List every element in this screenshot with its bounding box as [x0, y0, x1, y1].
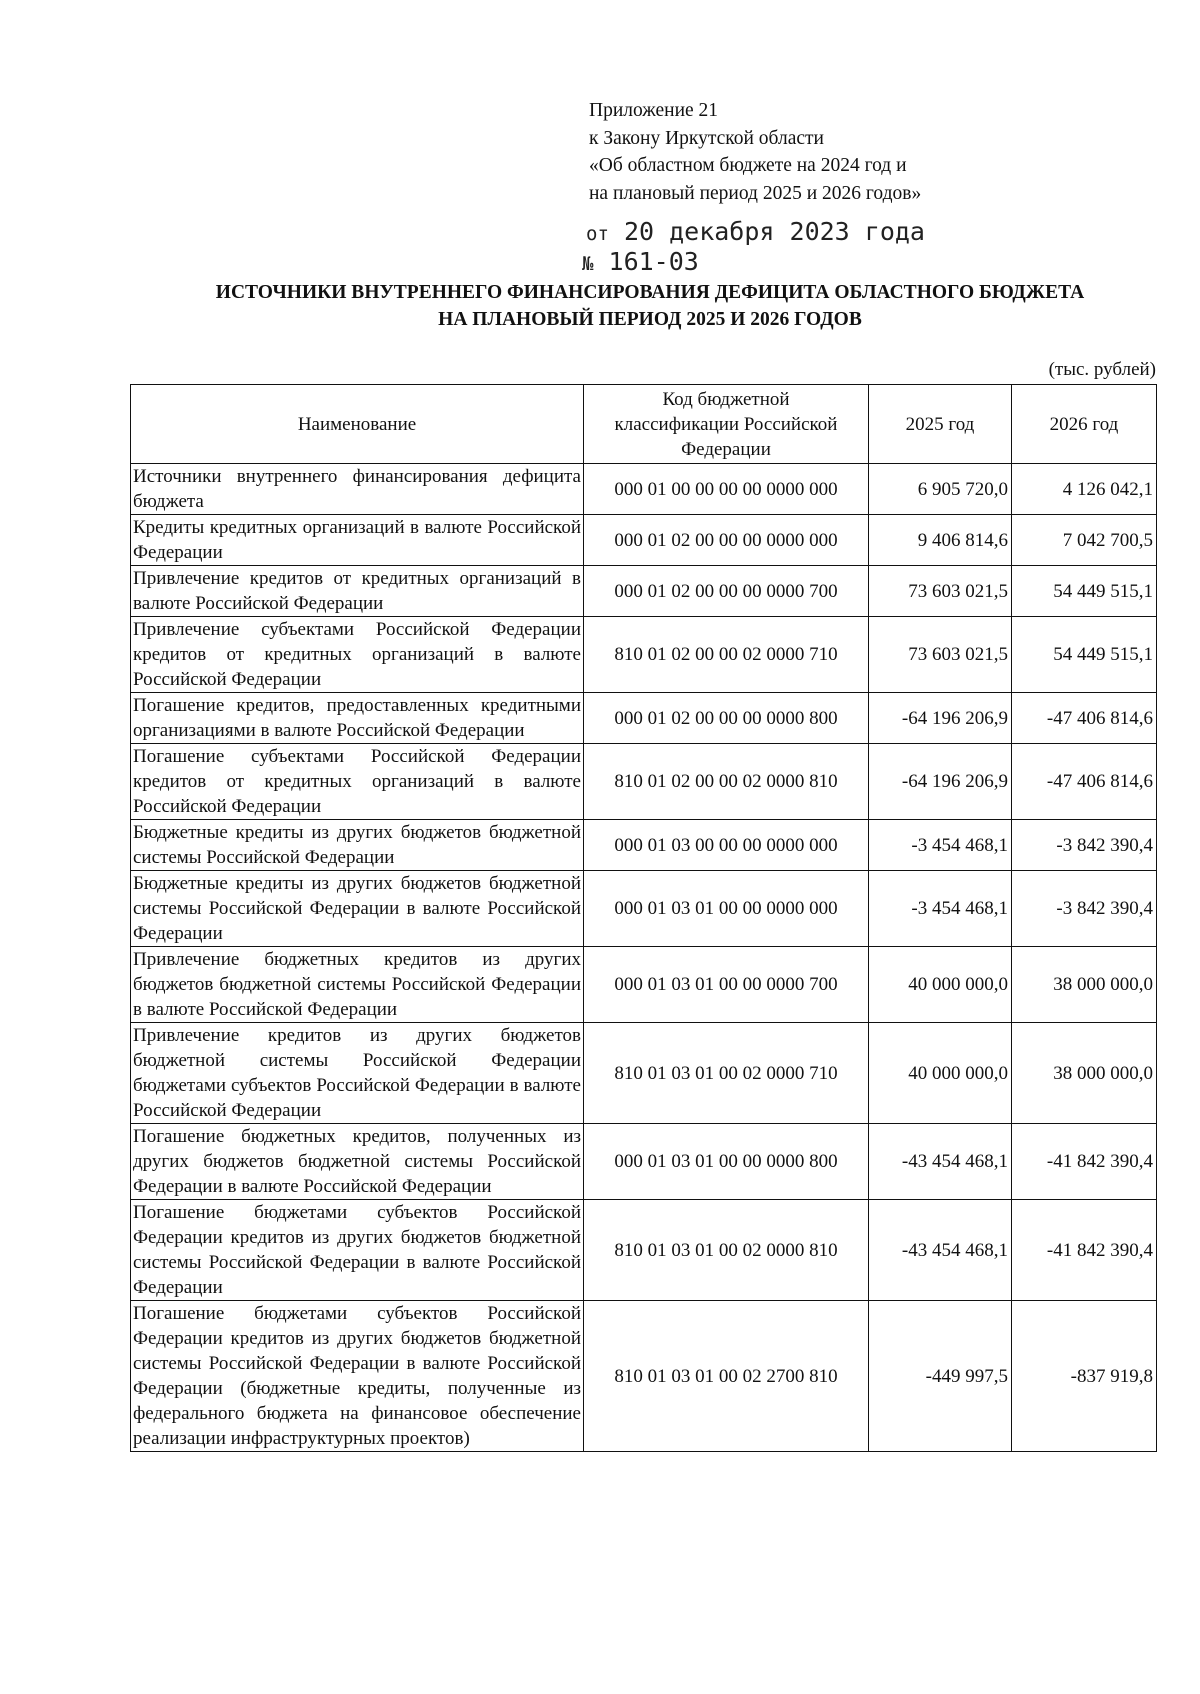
row-2026-cell: -47 406 814,6 [1012, 693, 1157, 744]
table-row [131, 1124, 1157, 1200]
table-header-row [131, 385, 1157, 464]
stamp-date: 20 декабря 2023 года [623, 217, 925, 246]
table-row [131, 1301, 1157, 1452]
row-2026-cell: 54 449 515,1 [1012, 617, 1157, 693]
title-line-2: НА ПЛАНОВЫЙ ПЕРИОД 2025 И 2026 ГОДОВ [438, 309, 862, 330]
row-name-cell: Погашение бюджетных кредитов, полученных из других бюджетов бюджетной системы Российской Федерации в валюте Российской Федерации [131, 1124, 584, 1200]
row-2026-cell: -3 842 390,4 [1012, 820, 1157, 871]
appendix-line-4: на плановый период 2025 и 2026 годов» [589, 182, 922, 204]
table-row [131, 1023, 1157, 1124]
stamp-date-prefix: от [586, 223, 609, 245]
stamp-number-line [582, 248, 925, 278]
header-code: Код бюджетной классификации Российской Федерации [584, 385, 869, 464]
law-stamp [582, 217, 925, 278]
row-code-cell: 000 01 03 01 00 00 0000 800 [584, 1124, 869, 1200]
units-label: (тыс. рублей) [1048, 359, 1156, 380]
row-code-cell: 000 01 03 01 00 00 0000 000 [584, 871, 869, 947]
row-2025-cell: 73 603 021,5 [869, 566, 1012, 617]
row-2026-cell: -837 919,8 [1012, 1301, 1157, 1452]
table-row [131, 871, 1157, 947]
appendix-header [589, 97, 921, 207]
appendix-line-2: к Закону Иркутской области [589, 127, 824, 149]
stamp-date-line [586, 218, 925, 248]
row-name-cell: Привлечение субъектами Российской Федерации кредитов от кредитных организаций в валюте Российской Федерации [131, 617, 584, 693]
row-2026-cell: 54 449 515,1 [1012, 566, 1157, 617]
financing-table [130, 384, 1157, 1452]
table-row [131, 617, 1157, 693]
table-row [131, 820, 1157, 871]
row-2025-cell: -64 196 206,9 [869, 693, 1012, 744]
row-2026-cell: -41 842 390,4 [1012, 1124, 1157, 1200]
stamp-number: 161-03 [608, 247, 699, 276]
row-2025-cell: 40 000 000,0 [869, 1023, 1012, 1124]
row-2025-cell: -43 454 468,1 [869, 1200, 1012, 1301]
row-2026-cell: -41 842 390,4 [1012, 1200, 1157, 1301]
row-2025-cell: 40 000 000,0 [869, 947, 1012, 1023]
row-2026-cell: -47 406 814,6 [1012, 744, 1157, 820]
row-name-cell: Погашение бюджетами субъектов Российской Федерации кредитов из других бюджетов бюджетной системы Российской Федерации в валюте Российской Федерации [131, 1200, 584, 1301]
row-code-cell: 810 01 03 01 00 02 0000 710 [584, 1023, 869, 1124]
appendix-line-3: «Об областном бюджете на 2024 год и [589, 155, 907, 176]
row-code-cell: 000 01 03 00 00 00 0000 000 [584, 820, 869, 871]
table-row [131, 744, 1157, 820]
table-row [131, 693, 1157, 744]
row-code-cell: 810 01 02 00 00 02 0000 710 [584, 617, 869, 693]
row-2025-cell: 6 905 720,0 [869, 464, 1012, 515]
row-code-cell: 000 01 03 01 00 00 0000 700 [584, 947, 869, 1023]
row-2025-cell: -449 997,5 [869, 1301, 1012, 1452]
row-name-cell: Привлечение кредитов из других бюджетов бюджетной системы Российской Федерации бюджетами субъектов Российской Федерации в валюте Российской Федерации [131, 1023, 584, 1124]
row-code-cell: 000 01 00 00 00 00 0000 000 [584, 464, 869, 515]
row-code-cell: 000 01 02 00 00 00 0000 000 [584, 515, 869, 566]
header-2025: 2025 год [869, 385, 1012, 464]
row-2025-cell: -3 454 468,1 [869, 820, 1012, 871]
header-name: Наименование [131, 385, 584, 464]
table-row [131, 515, 1157, 566]
title-line-1: ИСТОЧНИКИ ВНУТРЕННЕГО ФИНАНСИРОВАНИЯ ДЕФИЦИТА ОБЛАСТНОГО БЮДЖЕТА [215, 282, 1085, 303]
stamp-number-prefix: № [582, 253, 594, 275]
row-2026-cell: 38 000 000,0 [1012, 1023, 1157, 1124]
header-2026: 2026 год [1012, 385, 1157, 464]
document-title [120, 279, 1180, 333]
row-code-cell: 000 01 02 00 00 00 0000 700 [584, 566, 869, 617]
row-code-cell: 000 01 02 00 00 00 0000 800 [584, 693, 869, 744]
row-code-cell: 810 01 03 01 00 02 2700 810 [584, 1301, 869, 1452]
row-name-cell: Погашение кредитов, предоставленных кредитными организациями в валюте Российской Федерации [131, 693, 584, 744]
table-row [131, 1200, 1157, 1301]
table-row [131, 947, 1157, 1023]
row-2025-cell: 9 406 814,6 [869, 515, 1012, 566]
row-name-cell: Привлечение кредитов от кредитных организаций в валюте Российской Федерации [131, 566, 584, 617]
row-2026-cell: 4 126 042,1 [1012, 464, 1157, 515]
row-2025-cell: 73 603 021,5 [869, 617, 1012, 693]
table-body [131, 464, 1157, 1452]
row-name-cell: Бюджетные кредиты из других бюджетов бюджетной системы Российской Федерации [131, 820, 584, 871]
row-name-cell: Бюджетные кредиты из других бюджетов бюджетной системы Российской Федерации в валюте Российской Федерации [131, 871, 584, 947]
row-name-cell: Источники внутреннего финансирования дефицита бюджета [131, 464, 584, 515]
row-2026-cell: 38 000 000,0 [1012, 947, 1157, 1023]
row-2025-cell: -43 454 468,1 [869, 1124, 1012, 1200]
row-name-cell: Погашение субъектами Российской Федерации кредитов от кредитных организаций в валюте Российской Федерации [131, 744, 584, 820]
row-name-cell: Привлечение бюджетных кредитов из других бюджетов бюджетной системы Российской Федерации в валюте Российской Федерации [131, 947, 584, 1023]
table-row [131, 464, 1157, 515]
row-name-cell: Кредиты кредитных организаций в валюте Российской Федерации [131, 515, 584, 566]
row-code-cell: 810 01 02 00 00 02 0000 810 [584, 744, 869, 820]
row-2026-cell: -3 842 390,4 [1012, 871, 1157, 947]
row-2026-cell: 7 042 700,5 [1012, 515, 1157, 566]
appendix-line-1: Приложение 21 [589, 100, 719, 121]
table-row [131, 566, 1157, 617]
row-name-cell: Погашение бюджетами субъектов Российской Федерации кредитов из других бюджетов бюджетной системы Российской Федерации в валюте Российской Федерации (бюджетные кредиты, полученные из федерального бюджета на финансовое обеспечение реализации инфраструктурных проектов) [131, 1301, 584, 1452]
row-code-cell: 810 01 03 01 00 02 0000 810 [584, 1200, 869, 1301]
row-2025-cell: -64 196 206,9 [869, 744, 1012, 820]
row-2025-cell: -3 454 468,1 [869, 871, 1012, 947]
